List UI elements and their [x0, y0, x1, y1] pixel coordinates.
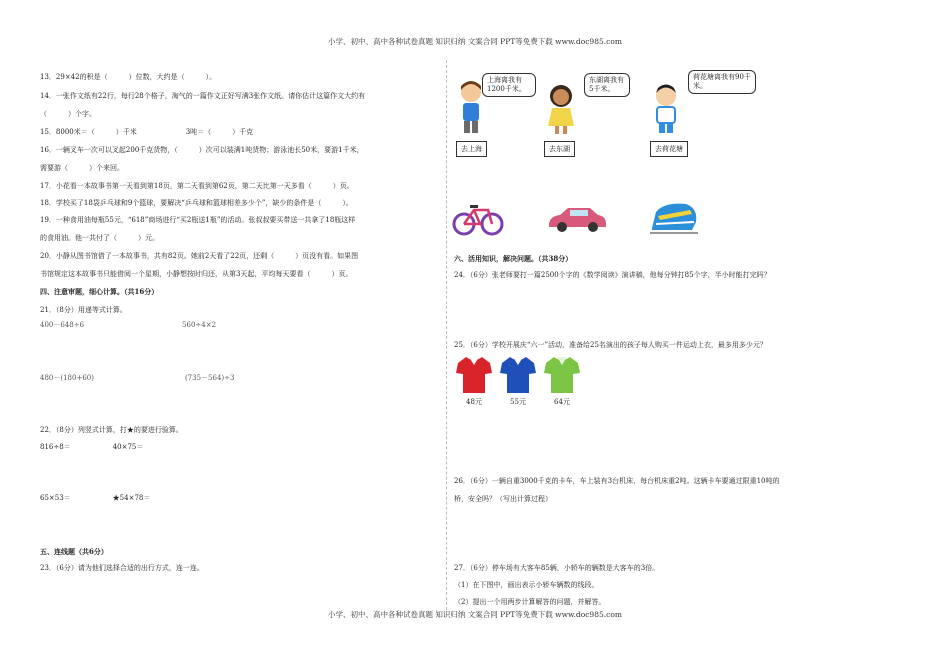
- vertical-calc-row-2: 65×53＝ ★54×78＝: [40, 494, 151, 502]
- shirt-green-icon: [542, 355, 582, 395]
- shirt-blue-icon: [498, 355, 538, 395]
- question-26-cont: 桥，安全吗？（写出计算过程）: [454, 495, 552, 503]
- question-25: 25．（6分）学校开展庆“六一”活动，准备给25名演出的孩子每人购买一件运动上衣，最多用多少元？: [454, 341, 767, 349]
- price-red-shirt: 48元: [466, 398, 482, 406]
- question-27-part-2: （2）提出一个用两步计算解答的问题，并解答。: [454, 598, 606, 606]
- section-5-title: 五、连线题（共6分）: [40, 547, 108, 556]
- boy-figure-2-icon: [648, 82, 684, 134]
- destination-donghu: 去东湖: [544, 141, 575, 157]
- destination-hehuatang: 去荷花塘: [650, 141, 688, 157]
- question-21: 21．（8分）用递等式计算。: [40, 306, 127, 314]
- speech-bubble-shanghai: 上海离我有1200千米。: [482, 73, 536, 97]
- bicycle-icon: [452, 202, 504, 236]
- calc-row-2: 480－(180+60) (735－564)÷3: [40, 374, 235, 382]
- question-14-cont: （ ）个字。: [40, 110, 96, 118]
- section-6-title: 六、活用知识，解决问题。（共38分）: [454, 254, 573, 263]
- girl-figure-icon: [544, 82, 578, 134]
- page-header: 小学、初中、高中各种试卷真题 知识归纳 文案合同 PPT等免费下载 www.doc985.com: [328, 37, 622, 46]
- price-green-shirt: 64元: [554, 398, 570, 406]
- speech-bubble-donghu: 东湖离我有5千米。: [584, 73, 630, 97]
- high-speed-train-icon: [650, 200, 700, 236]
- shirt-red-icon: [454, 355, 494, 395]
- question-19: 19．一种食用油每瓶55元，“618”商场进行“买2瓶送1瓶”的活动。张叔叔要买带送一共拿了18瓶这样: [40, 216, 356, 224]
- question-14: 14．一张作文纸有22行，每行28个格子，淘气的一篇作文正好写满3张作文纸。请你估计这篇作文大约有: [40, 92, 366, 100]
- price-blue-shirt: 55元: [510, 398, 526, 406]
- calc-row-1: 400－648÷6 560÷4×2: [40, 321, 217, 329]
- question-20-cont: 书馆规定这本故事书只能借阅一个星期，小静想按时归还，从第3天起，平均每天要看（ ）页。: [40, 270, 353, 278]
- question-15: 15．8000米＝（ ）千米 3吨＝（ ）千克: [40, 128, 254, 136]
- question-24: 24．（6分）张老师要打一篇2500个字的《数学阅读》演讲稿，他每分钟打85个字，半小时能打完吗？: [454, 271, 771, 279]
- question-18: 18．学校买了18袋乒乓球和9个篮球，要解决“乒乓球和篮球相差多少个”，缺少的条件是（ ）。: [40, 199, 353, 207]
- right-column: [452, 0, 912, 672]
- question-22: 22．（8分）列竖式计算，打★的要进行验算。: [40, 426, 183, 434]
- car-icon: [546, 204, 608, 234]
- question-27-part-1: （1）在下图中，画出表示小轿车辆数的线段。: [454, 581, 599, 589]
- vertical-calc-row-1: 816÷8＝ 40×75＝: [40, 443, 144, 451]
- question-26: 26．（6分）一辆自重3000千克的卡车，车上装有3台机床，每台机床重2吨。这辆卡车要通过限重10吨的: [454, 477, 780, 485]
- speech-bubble-hehuatang: 荷花塘离我有90千米。: [688, 70, 756, 94]
- question-20: 20．小静从图书馆借了一本故事书，共有82页。她前2天看了22页，还剩（ ）页没有看。如果图: [40, 252, 359, 260]
- question-16: 16．一辆叉车一次可以叉起200千克货物，（ ）次可以装满1吨货物；游泳池长50米，要游1千米，: [40, 146, 364, 154]
- question-23: 23．（6分）请为他们选择合适的出行方式，连一连。: [40, 564, 204, 572]
- question-16-cont: 需要游（ ）个来回。: [40, 164, 124, 172]
- destination-shanghai: 去上海: [456, 141, 487, 157]
- question-27: 27．（6分）停车场有大客车85辆，小轿车的辆数是大客车的3倍。: [454, 564, 660, 572]
- question-19-cont: 的食用油。他一共付了（ ）元。: [40, 234, 159, 242]
- question-13: 13．29×42的积是（ ）位数，大约是（ ）。: [40, 73, 217, 81]
- column-divider: [446, 60, 447, 610]
- section-4-title: 四、注意审题，细心计算。（共16分）: [40, 287, 159, 296]
- question-17: 17．小花看一本故事书第一天看到第18页，第二天看到第62页，第二天比第一天多看（ ）页。: [40, 182, 354, 190]
- page-footer: 小学、初中、高中各种试卷真题 知识归纳 文案合同 PPT等免费下载 www.doc985.com: [328, 610, 622, 619]
